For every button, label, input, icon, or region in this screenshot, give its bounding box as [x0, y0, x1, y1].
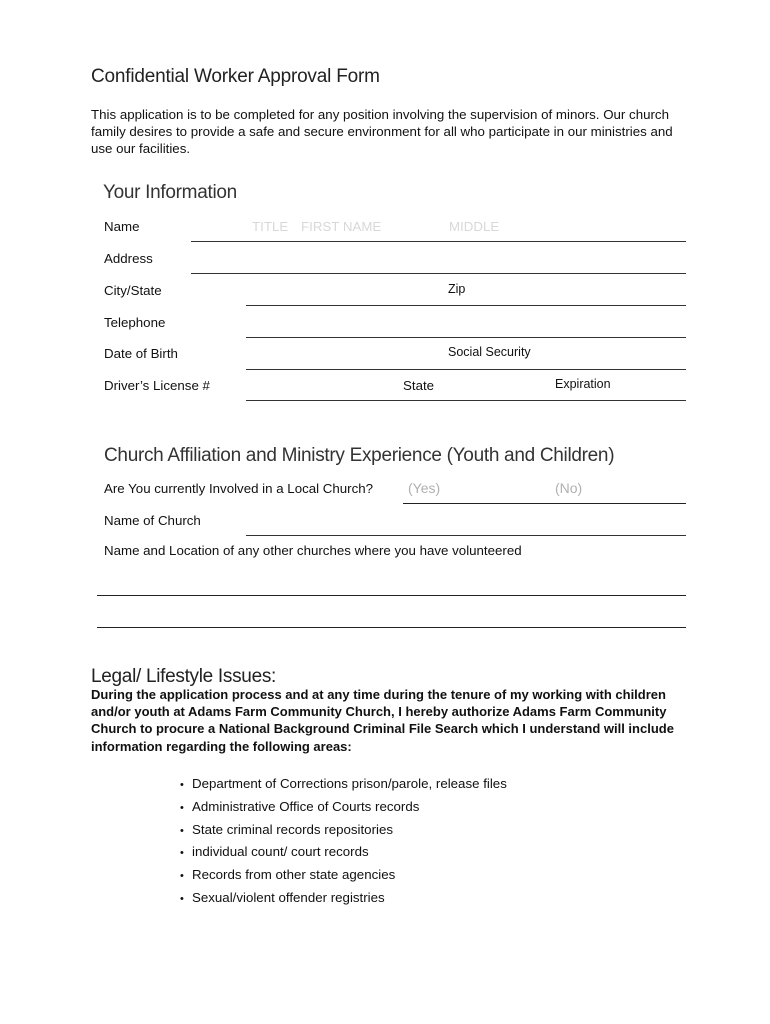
- bullet-icon: •: [180, 870, 184, 883]
- section-legal-lifestyle: Legal/ Lifestyle Issues:: [91, 666, 277, 687]
- name-placeholder-title: TITLE: [252, 219, 289, 234]
- section-your-information: Your Information: [103, 182, 237, 203]
- other-churches-field-1[interactable]: [97, 595, 686, 596]
- involved-field[interactable]: [403, 503, 686, 504]
- list-item: • Sexual/violent offender registries: [180, 887, 507, 910]
- address-field[interactable]: [191, 273, 686, 274]
- expiration-label: Expiration: [555, 377, 611, 391]
- records-list: [180, 773, 507, 910]
- list-item: • State criminal records repositories: [180, 819, 507, 842]
- church-name-label: Name of Church: [104, 513, 201, 528]
- name-label: Name: [104, 219, 140, 234]
- name-placeholder-middle: MIDDLE: [449, 219, 500, 234]
- city-state-label: City/State: [104, 283, 162, 298]
- form-title: Confidential Worker Approval Form: [91, 66, 380, 87]
- drivers-license-label: Driver’s License #: [104, 378, 210, 393]
- bullet-icon: •: [180, 779, 184, 791]
- bullet-icon: •: [180, 892, 184, 905]
- dob-ssn-field[interactable]: [246, 369, 686, 370]
- social-security-label: Social Security: [448, 345, 531, 359]
- bullet-icon: •: [180, 824, 184, 837]
- list-item: • Records from other state agencies: [180, 864, 507, 887]
- zip-label: Zip: [448, 282, 466, 296]
- no-option[interactable]: (No): [555, 480, 583, 496]
- form-intro: This application is to be completed for any position involving the supervision of minors. Our church family desires to provide a safe and secure environment for all who participate in our ministries and use our facilities.: [91, 107, 673, 156]
- telephone-field[interactable]: [246, 337, 686, 338]
- drivers-license-field[interactable]: [246, 400, 686, 401]
- list-item: • Administrative Office of Courts records: [180, 796, 507, 819]
- list-item: • Department of Corrections prison/parole, release files: [180, 773, 507, 796]
- bullet-icon: •: [180, 847, 184, 860]
- address-label: Address: [104, 251, 153, 266]
- church-name-field[interactable]: [246, 535, 686, 536]
- other-churches-field-2[interactable]: [97, 627, 686, 628]
- date-of-birth-label: Date of Birth: [104, 346, 178, 361]
- bullet-icon: •: [180, 801, 184, 814]
- other-churches-label: Name and Location of any other churches where you have volunteered: [104, 543, 522, 558]
- name-placeholder-first: FIRST NAME: [301, 219, 382, 234]
- section-church-affiliation: Church Affiliation and Ministry Experience (Youth and Children): [104, 445, 615, 466]
- license-state-label: State: [403, 378, 435, 393]
- list-item: • individual count/ court records: [180, 841, 507, 864]
- legal-authorization-text: During the application process and at any time during the tenure of my working with children and/or youth at Adams Farm Community Church, I hereby authorize Adams Farm Community Church to procure a National Background Criminal File Search which I understand will include information regarding the following areas:: [91, 687, 674, 754]
- involved-label: Are You currently Involved in a Local Church?: [104, 481, 374, 496]
- city-state-zip-field[interactable]: [246, 305, 686, 306]
- telephone-label: Telephone: [104, 315, 166, 330]
- yes-option[interactable]: (Yes): [408, 480, 441, 496]
- name-field[interactable]: [191, 241, 686, 242]
